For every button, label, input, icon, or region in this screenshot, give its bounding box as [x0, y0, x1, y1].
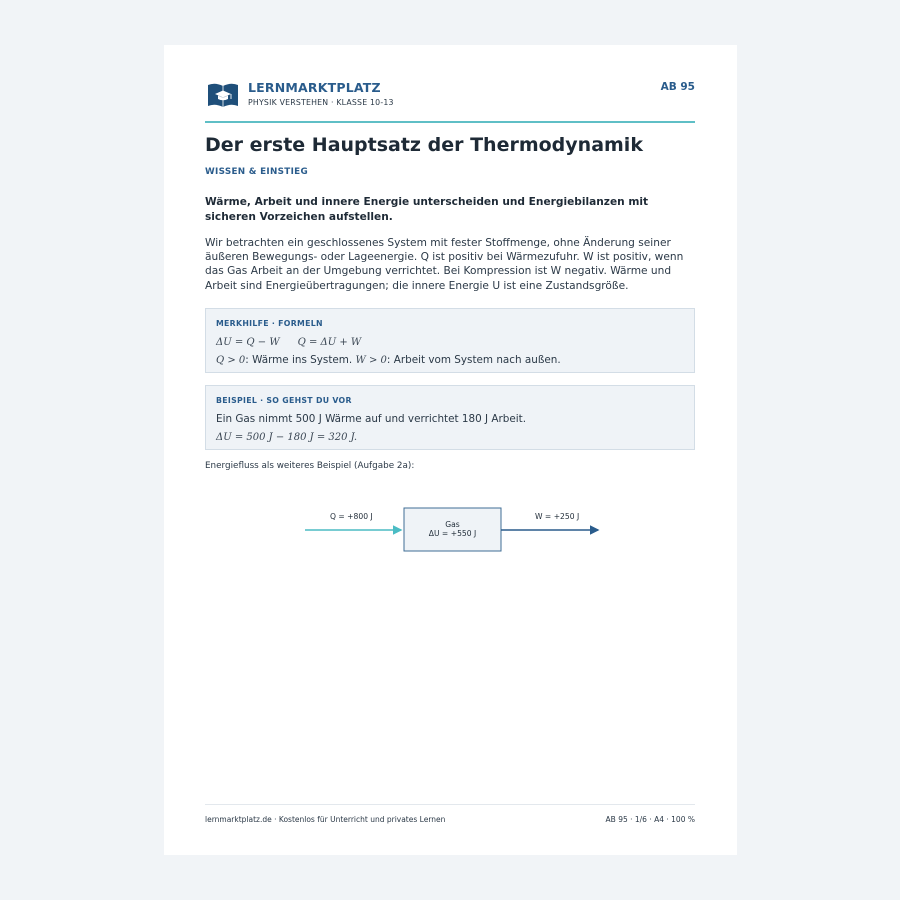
heat-label: Q = +800 J — [330, 512, 373, 521]
work-condition: W > 0 — [355, 355, 387, 366]
formula-box — [205, 308, 695, 373]
footer-divider — [205, 804, 695, 805]
brand-subtitle: PHYSIK VERSTEHEN · KLASSE 10-13 — [248, 98, 394, 107]
internal-energy-label: ΔU = +550 J — [428, 529, 477, 538]
formula-first-law: ΔU = Q − W — [216, 337, 280, 348]
formula-heat: Q = ΔU + W — [297, 337, 362, 348]
page-content — [205, 45, 695, 855]
footer-page-info: AB 95 · 1/6 · A4 · 100 % — [605, 815, 695, 824]
heat-condition: Q > 0 — [216, 355, 246, 366]
formula-box-heading: MERKHILFE · FORMELN — [216, 319, 323, 328]
page-header — [205, 78, 695, 122]
work-label: W = +250 J — [535, 512, 580, 521]
page-title: Der erste Hauptsatz der Thermodynamik — [205, 134, 643, 156]
energy-flow-diagram — [305, 508, 605, 558]
example-box — [205, 385, 695, 450]
heat-condition-text: : Wärme ins System. — [245, 354, 356, 366]
example-statement: Ein Gas nimmt 500 J Wärme auf und verrichtet 180 J Arbeit. — [216, 413, 527, 425]
energy-flow-svg — [305, 508, 605, 558]
brand-name: LERNMARKTPLATZ — [248, 80, 381, 95]
formula-line — [216, 336, 361, 348]
sign-convention-line — [216, 354, 561, 366]
work-condition-text: : Arbeit vom System nach außen. — [386, 354, 561, 366]
footer-site-note: lernmarktplatz.de · Kostenlos für Unterricht und privates Lernen — [205, 815, 446, 824]
example-calculation: ΔU = 500 J − 180 J = 320 J. — [216, 432, 358, 443]
book-graduation-cap-icon — [207, 81, 239, 109]
gas-label: Gas — [445, 520, 460, 529]
sheet-code: AB 95 — [660, 81, 695, 93]
section-kicker: WISSEN & EINSTIEG — [205, 167, 309, 177]
worksheet-page — [164, 45, 737, 855]
intro-paragraph: Wir betrachten ein geschlossenes System mit fester Stoffmenge, ohne Änderung seiner äußeren Bewegungs- oder Lageenergie. Q ist positiv bei Wärmezufuhr. W ist positiv, wenn das Gas Arbeit an der Umgebung verrichtet. Bei Kompression ist W negativ. Wärme und Arbeit sind Energieübertragungen; die innere Energie U ist eine Zustandsgröße. — [205, 237, 684, 292]
lead-paragraph: Wärme, Arbeit und innere Energie unterscheiden und Energiebilanzen mit sicheren Vorzeichen aufstellen. — [205, 196, 649, 223]
example-box-heading: BEISPIEL · SO GEHST DU VOR — [216, 396, 352, 405]
flow-caption: Energiefluss als weiteres Beispiel (Aufgabe 2a): — [205, 461, 415, 471]
header-divider — [205, 121, 695, 123]
